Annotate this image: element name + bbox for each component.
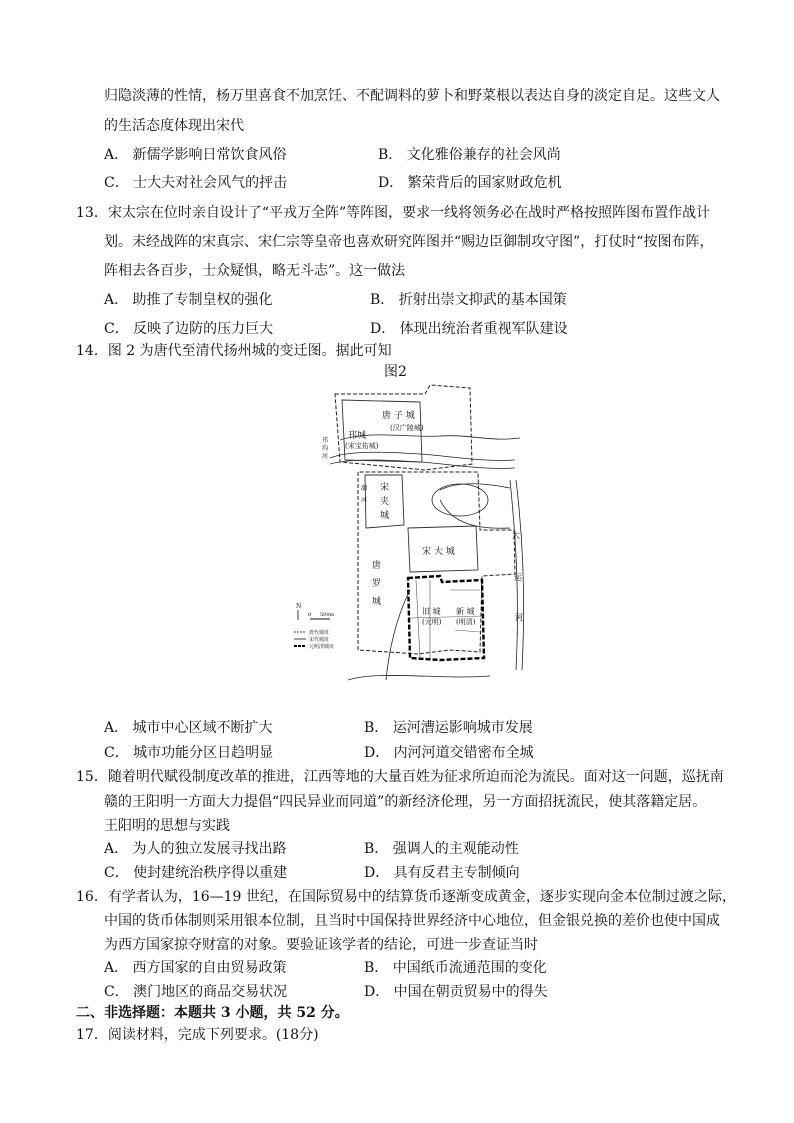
map-label-tang-luo1: 唐 xyxy=(372,561,382,571)
q14-option-d: D． 内河河道交错密布全城 xyxy=(364,745,534,761)
map-legend xyxy=(294,603,335,650)
yangzhou-city-map xyxy=(290,380,530,705)
q16-stem-line1: 16．有学者认为，16—19 世纪，在国际贸易中的结算货币逐渐变成黄金，逐步实现向金本位制过渡之际， xyxy=(76,889,736,905)
q13-stem-line3: 阵相去各百步，士众疑惧，略无斗志”。这一做法 xyxy=(104,263,406,279)
map-label-left-a: 潮 xyxy=(361,485,368,492)
q14-option-a: A． 城市中心区域不断扩大 xyxy=(104,720,273,736)
legend-tang: 唐代城址 xyxy=(309,630,330,636)
q16-option-d: D． 中国在朝贡贸易中的得失 xyxy=(364,984,548,1000)
map-label-song-jia2: 夹 xyxy=(380,497,390,507)
map-label-yun: 运 xyxy=(514,573,522,582)
north-arrow-icon: N xyxy=(296,603,302,610)
q13-option-b: B． 折射出崇文抑武的基本国策 xyxy=(370,292,567,308)
legend-song: 宋代城址 xyxy=(309,637,330,643)
q14-option-c: C． 城市功能分区日趋明显 xyxy=(104,745,274,761)
map-label-ming-qing: (明清) xyxy=(456,618,476,626)
map-label-jiu-cheng: 旧 城 xyxy=(422,607,441,616)
q16-option-c: C． 澳门地区的商品交易状况 xyxy=(104,984,288,1000)
map-label-song-da: 宋 大 城 xyxy=(422,547,455,557)
map-label-gou: 沟 xyxy=(322,445,329,452)
map-label-tang-luo3: 城 xyxy=(372,597,382,607)
q13-option-a: A． 助推了专制皇权的强化 xyxy=(104,292,273,308)
q14-stem: 14．图 2 为唐代至清代扬州城的变迁图。据此可知 xyxy=(76,343,392,359)
map-label-gu: 邗 xyxy=(322,437,329,444)
legend-ming: 元明清城址 xyxy=(309,644,335,650)
q14-option-b: B． 运河漕运影响城市发展 xyxy=(364,720,533,736)
map-label-tang-zicheng: 唐 子 城 xyxy=(382,411,415,421)
q12-stem-line2: 的生活态度体现出宋代 xyxy=(104,118,244,134)
map-label-he2: 河 xyxy=(322,453,329,460)
map-label-yuan-ming: (元明) xyxy=(422,618,442,626)
map-label-left-b: 河 xyxy=(361,497,368,504)
q16-option-b: B． 中国纸币流通范围的变化 xyxy=(364,960,547,976)
section-2-heading: 二、非选择题：本题共 3 小题，共 52 分。 xyxy=(76,1005,349,1021)
scale-500: 500m xyxy=(320,612,335,618)
map-label-xin-cheng: 新 城 xyxy=(456,607,475,616)
map-label-han-guangling: (汉广陵城) xyxy=(390,424,424,432)
map-label-he: 河 xyxy=(515,613,523,622)
q15-option-d: D． 具有反君主专制倾向 xyxy=(364,865,520,881)
q16-option-a: A． 西方国家的自由贸易政策 xyxy=(104,960,287,976)
q12-option-a: A． 新儒学影响日常饮食风俗 xyxy=(104,147,287,163)
q15-option-a: A． 为人的独立发展寻找出路 xyxy=(104,841,287,857)
q12-option-d: D． 繁荣背后的国家财政危机 xyxy=(378,175,562,191)
map-label-song-baoyou: (宋宝佑城) xyxy=(345,442,379,450)
map-label-da: 大 xyxy=(512,531,520,540)
q17-stem: 17．阅读材料，完成下列要求。(18分) xyxy=(76,1027,319,1043)
q12-stem-line1: 归隐淡薄的性情，杨万里喜食不加烹饪、不配调料的萝卜和野菜根以表达自身的淡定自足。这些文人 xyxy=(104,88,720,104)
map-label-tang-luo2: 罗 xyxy=(372,579,382,589)
scale-zero: 0 xyxy=(308,612,312,618)
map-label-yucheng: 邗城 xyxy=(348,431,367,441)
q15-option-b: B． 强调人的主观能动性 xyxy=(364,841,519,857)
q13-option-d: D． 体现出统治者重视军队建设 xyxy=(370,321,568,337)
q15-stem-line1: 15．随着明代赋役制度改革的推进，江西等地的大量百姓为征求所迫而沦为流民。面对这一问题，巡抚南 xyxy=(76,769,724,785)
q13-option-c: C． 反映了边防的压力巨大 xyxy=(104,321,274,337)
q15-stem-line3: 王阳明的思想与实践 xyxy=(104,818,230,834)
figure-caption: 图2 xyxy=(384,364,407,380)
q16-stem-line3: 为西方国家掠夺财富的对象。要验证该学者的结论，可进一步查证当时 xyxy=(104,937,538,953)
q12-option-b: B． 文化雅俗兼存的社会风尚 xyxy=(378,147,561,163)
map-label-song-jia: 宋 xyxy=(380,483,390,493)
q13-stem-line2: 划。未经战阵的宋真宗、宋仁宗等皇帝也喜欢研究阵图并“赐边臣御制攻守图”，打仗时“按图布阵， xyxy=(104,234,714,250)
q15-option-c: C． 使封建统治秩序得以重建 xyxy=(104,865,288,881)
q13-stem-line1: 13．宋太宗在位时亲自设计了“平戎万全阵”等阵图，要求一线将领务必在战时严格按照阵图布置作战计 xyxy=(76,205,711,221)
q15-stem-line2: 赣的王阳明一方面大力提倡“四民异业而同道”的新经济伦理，另一方面招抚流民，使其落籍定居。 xyxy=(104,794,707,810)
map-label-song-jia3: 城 xyxy=(380,511,390,521)
q16-stem-line2: 中国的货币体制则采用银本位制，且当时中国保持世界经济中心地位，但金银兑换的差价也使中国成 xyxy=(104,913,720,929)
q12-option-c: C． 士大夫对社会风气的抨击 xyxy=(104,175,288,191)
